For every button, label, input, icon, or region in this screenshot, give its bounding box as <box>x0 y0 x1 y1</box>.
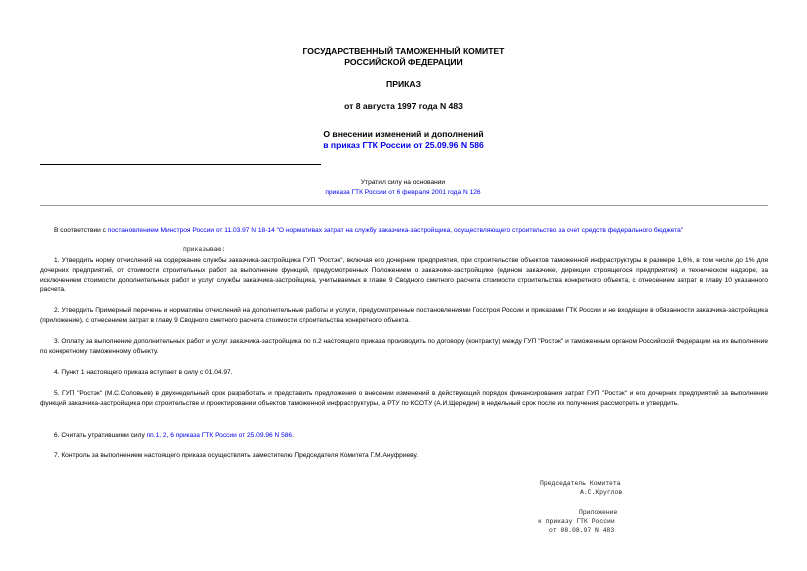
signature-name: А.С.Круглов <box>580 489 623 496</box>
document-date-number: от 8 августа 1997 года N 483 <box>344 101 463 111</box>
agency-line-2: РОССИЙСКОЙ ФЕДЕРАЦИИ <box>344 57 463 67</box>
preamble-link[interactable]: постановлением Минстроя России от 11.03.97 N 18-14 "О нормативах затрат на службу заказчика-застройщика, осуществляющего строительство за счет средств федерального бюджета" <box>107 227 684 234</box>
paragraph-6-link[interactable]: пп.1, 2, 6 приказа ГТК России от 25.09.96 N 586 <box>146 432 293 439</box>
paragraph-5 <box>40 389 768 409</box>
paragraph-2 <box>40 306 768 326</box>
status-divider <box>40 205 768 206</box>
paragraph-5-text: 5. ГУП "Ростэк" (М.С.Соловьев) в двухнедельный срок разработать и представить предложения о внесении изменений в действующий порядок финансирования затрат ГУП "Ростэк" и его дочерних предприятий за выполнение функций заказчика-застройщика при строительстве и проектировании объектов таможенной инфраструктуры, а РТУ по КСОТУ (А.И.Щередин) в недельный срок после их получения рассмотреть и утвердить. <box>40 390 768 407</box>
paragraph-6 <box>40 431 768 441</box>
status-note-text: Утратил силу на основании <box>360 179 446 186</box>
status-note-link[interactable]: приказа ГТК России от 6 февраля 2001 года N 126 <box>325 189 481 196</box>
paragraph-3 <box>40 337 768 357</box>
preamble-prefix: В соответствии с <box>54 227 108 234</box>
paragraph-6-prefix: 6. Считать утратившими силу <box>54 432 147 439</box>
document-subject-line-1: О внесении изменений и дополнений <box>323 129 484 139</box>
signature-title: Председатель Комитета <box>540 480 621 487</box>
paragraph-3-text: 3. Оплату за выполнение дополнительных работ и услуг заказчика-застройщика по п.2 настоящего приказа производить по договору (контракту) между ГУП "Ростэк" и таможенным органом Российской Федерации на их выполнение по конкретному таможенному объекту. <box>40 338 768 355</box>
paragraph-1-text: 1. Утвердить норму отчислений на содержание службы заказчика-застройщика ГУП "Ростэк", включая его дочерние предприятия, при строительстве объектов таможенной инфраструктуры в размере 1,6%, в том числе до 1% для дочерних предприятий, от стоимости строительных работ за выполнение функций, предусмотренных Положением о заказчике-застройщике (едином заказчике, дирекции строящегося предприятия) и техническом надзоре, за исключением стоимости дополнительных работ и услуг службы заказчика-застройщика, учитываемых в главе 9 Сводного сметного расчета стоимости строительства конкретного объекта, с отнесением затрат в главу 10 указанного расчета. <box>40 257 768 294</box>
paragraph-7-text: 7. Контроль за выполнением настоящего приказа осуществлять заместителю Председателя Комитета Г.М.Ануфриеву. <box>54 452 418 459</box>
document-type: ПРИКАЗ <box>386 79 421 89</box>
paragraph-7 <box>40 451 768 461</box>
agency-line-1: ГОСУДАРСТВЕННЫЙ ТАМОЖЕННЫЙ КОМИТЕТ <box>302 46 505 56</box>
paragraph-4 <box>40 368 768 378</box>
paragraph-2-text: 2. Утвердить Примерный перечень и нормативы отчислений на дополнительные работы и услуги, предусмотренные постановлениями Госстроя России и приказами ГТК России и не входящие в обязанности заказчика-застройщика (приложение), с отнесением затрат в главу 9 Сводного сметного расчета стоимости строительства конкретного объекта. <box>40 307 768 324</box>
paragraph-6-suffix: . <box>292 432 294 439</box>
header-divider <box>40 164 321 165</box>
appendix-line-2: к приказу ГТК России <box>538 518 615 525</box>
preamble <box>40 226 768 236</box>
appendix-line-1: Приложение <box>579 509 618 516</box>
appendix-line-3: от 08.08.97 N 483 <box>549 527 615 534</box>
paragraph-4-text: 4. Пункт 1 настоящего приказа вступает в силу с 01.04.97. <box>54 369 233 376</box>
paragraph-1 <box>40 256 768 295</box>
orders-word: приказываю: <box>183 246 226 253</box>
document-subject-line-2[interactable]: в приказ ГТК России от 25.09.96 N 586 <box>323 140 484 150</box>
